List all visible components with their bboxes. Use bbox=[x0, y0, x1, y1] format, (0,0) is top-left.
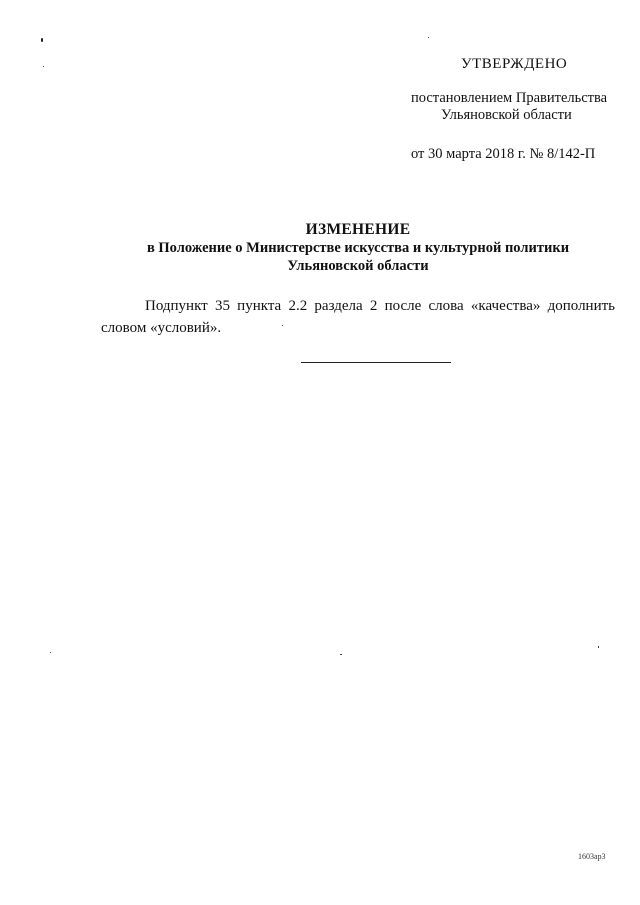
approval-stamp bbox=[0, 0, 640, 200]
body-paragraph: Подпункт 35 пункта 2.2 раздела 2 после слова «качества» дополнить словом «условий». bbox=[101, 298, 615, 336]
approved-by-line: постановлением Правительства bbox=[411, 90, 608, 106]
end-divider bbox=[301, 362, 451, 363]
document-title bbox=[0, 220, 640, 275]
scan-speck bbox=[50, 652, 51, 653]
scan-speck bbox=[41, 38, 43, 42]
approved-date-number-line: от 30 марта 2018 г. № 8/142-П bbox=[411, 146, 596, 162]
scan-speck bbox=[340, 654, 342, 655]
scan-speck bbox=[282, 325, 283, 326]
footer-code: 1603ар3 bbox=[578, 852, 606, 861]
approved-region-line: Ульяновской области bbox=[441, 107, 572, 123]
title-subtitle-line-1: в Положение о Министерстве искусства и культурной политики bbox=[146, 240, 570, 256]
scan-speck bbox=[598, 646, 599, 648]
title-subtitle-line-2: Ульяновской области bbox=[287, 258, 429, 274]
approved-label: УТВЕРЖДЕНО bbox=[461, 56, 568, 72]
scan-speck bbox=[428, 37, 429, 38]
title-main: ИЗМЕНЕНИЕ bbox=[305, 221, 411, 238]
scan-speck bbox=[43, 66, 44, 67]
